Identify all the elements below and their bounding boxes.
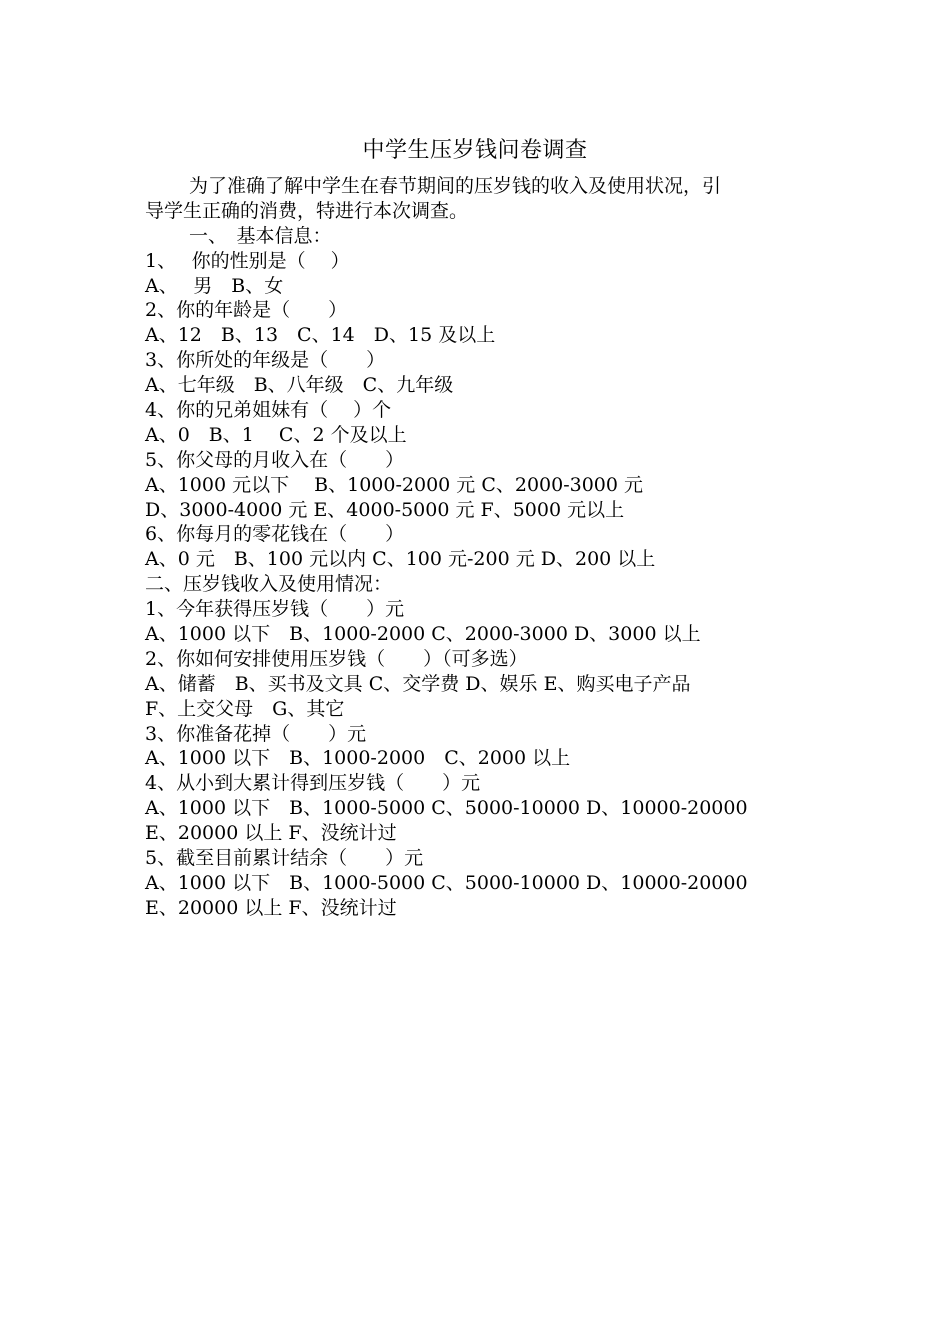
section-heading-income-usage: 二、压岁钱收入及使用情况： — [145, 573, 393, 596]
document-body — [145, 174, 815, 921]
question-line: 4、你的兄弟姐妹有（ ）个 — [145, 399, 392, 422]
option-line: E、20000 以上 F、没统计过 — [145, 896, 397, 919]
question-line: 5、截至目前累计结余（ ）元 — [145, 847, 424, 870]
question-line: 3、你准备花掉（ ）元 — [145, 722, 367, 745]
option-line: D、3000-4000 元 E、4000-5000 元 F、5000 元以上 — [145, 498, 625, 521]
option-line: A、0 B、1 C、2 个及以上 — [145, 423, 407, 446]
question-line: 6、你每月的零花钱在（ ） — [145, 523, 405, 546]
question-line: 1、 你的性别是（ ） — [145, 249, 350, 272]
question-line: 4、从小到大累计得到压岁钱（ ）元 — [145, 772, 481, 795]
option-line: F、上交父母 G、其它 — [145, 697, 345, 720]
option-line: A、储蓄 B、买书及文具 C、交学费 D、娱乐 E、购买电子产品 — [145, 672, 691, 695]
option-line: A、七年级 B、八年级 C、九年级 — [145, 374, 454, 397]
question-line: 5、你父母的月收入在（ ） — [145, 448, 405, 471]
option-line: A、1000 元以下 B、1000-2000 元 C、2000-3000 元 — [145, 473, 644, 496]
intro-line-2: 导学生正确的消费，特进行本次调查。 — [145, 199, 469, 222]
question-line: 2、你如何安排使用压岁钱（ ）（可多选） — [145, 647, 528, 670]
option-line: A、1000 以下 B、1000-5000 C、5000-10000 D、10000-20000 — [145, 797, 748, 820]
option-line: A、0 元 B、100 元以内 C、100 元-200 元 D、200 以上 — [145, 548, 656, 571]
option-line: A、1000 以下 B、1000-2000 C、2000-3000 D、3000 以上 — [145, 623, 701, 646]
option-line: A、1000 以下 B、1000-2000 C、2000 以上 — [145, 747, 571, 770]
option-line: A、1000 以下 B、1000-5000 C、5000-10000 D、10000-20000 — [145, 871, 748, 894]
option-line: A、12 B、13 C、14 D、15 及以上 — [145, 324, 496, 347]
question-line: 1、今年获得压岁钱（ ）元 — [145, 598, 405, 621]
section-heading-basic-info: 一、 基本信息： — [189, 224, 332, 247]
question-line: 3、你所处的年级是（ ） — [145, 349, 386, 372]
question-line: 2、你的年龄是（ ） — [145, 299, 348, 322]
option-line: A、 男 B、女 — [145, 274, 284, 297]
document-title: 中学生压岁钱问卷调查 — [362, 138, 588, 163]
intro-line-1: 为了准确了解中学生在春节期间的压岁钱的收入及使用状况，引 — [189, 175, 722, 197]
option-line: E、20000 以上 F、没统计过 — [145, 822, 397, 845]
